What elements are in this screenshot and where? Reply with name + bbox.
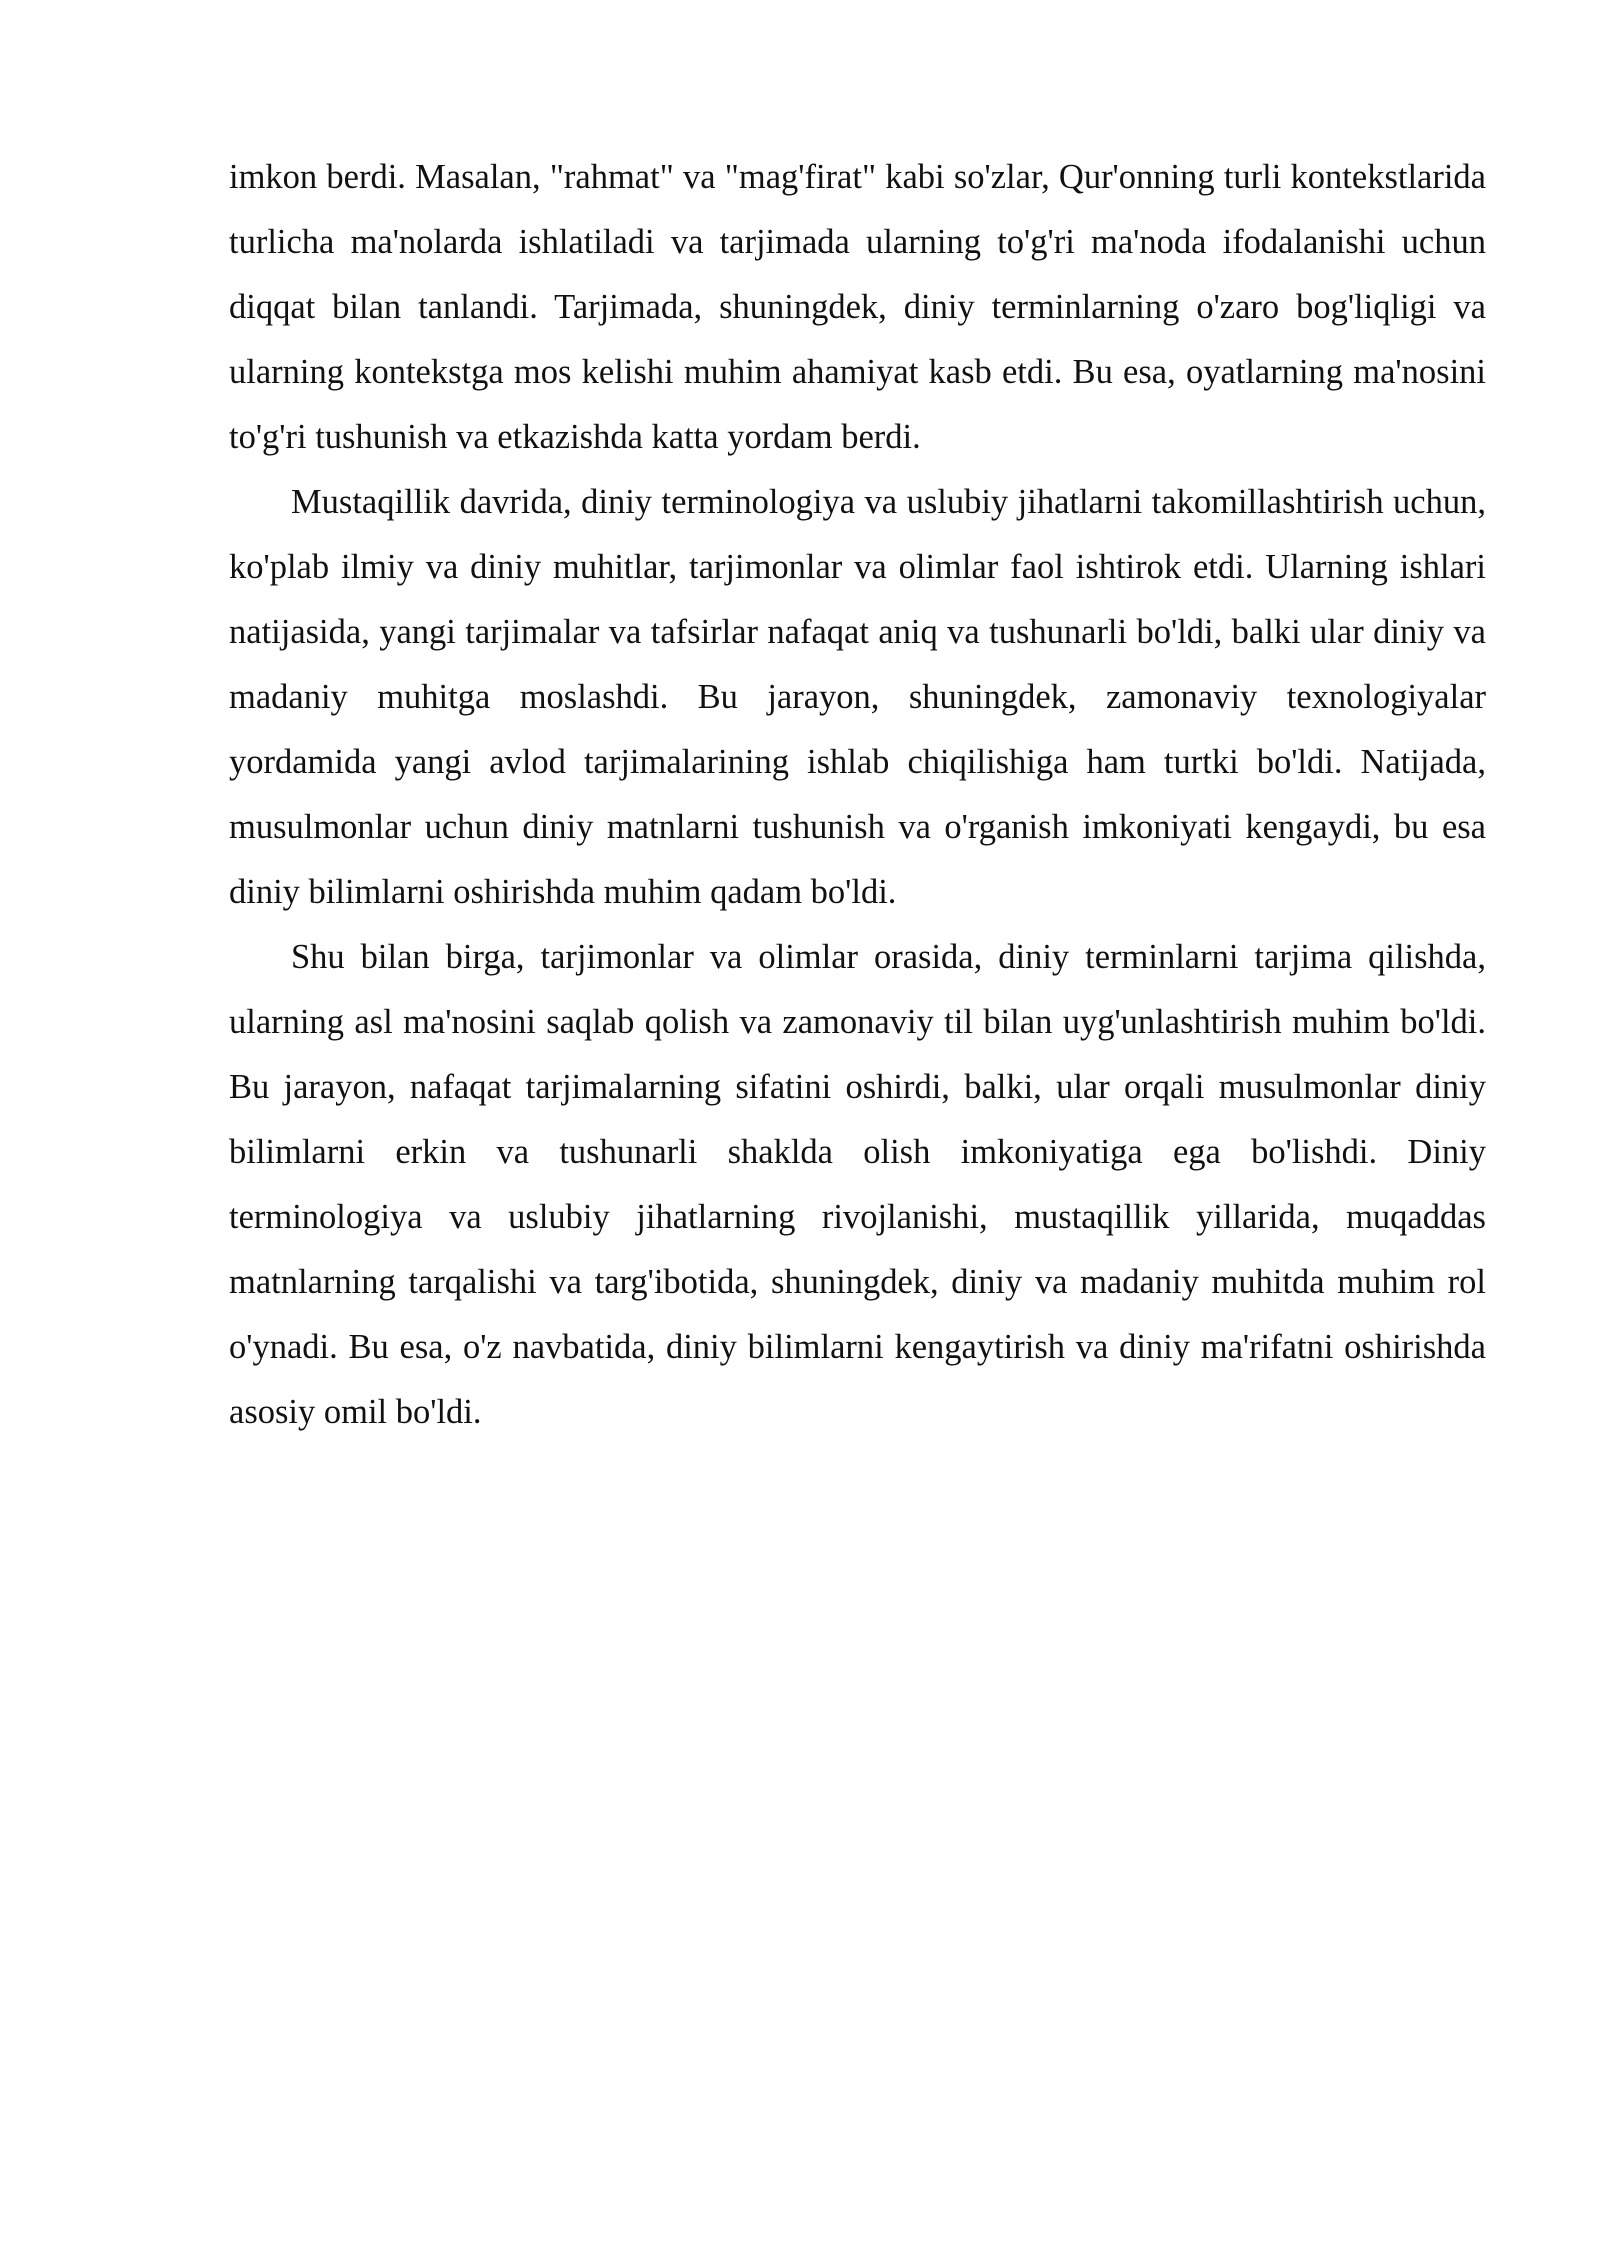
- paragraph-2: Mustaqillik davrida, diniy terminologiya va uslubiy jihatlarni takomillashtirish uchun, ko'plab ilmiy va diniy muhitlar, tarjimonlar va olimlar faol ishtirok etdi. Ularning ishlari natijasida, yangi tarjimalar va tafsirlar nafaqat aniq va tushunarli bo'ldi, balki ular diniy va madaniy muhitga moslashdi. Bu jarayon, shuningdek, zamonaviy texnologiyalar yordamida yangi avlod tarjimalarining ishlab chiqilishiga ham turtki bo'ldi. Natijada, musulmonlar uchun diniy matnlarni tushunish va o'rganish imkoniyati kengaydi, bu esa diniy bilimlarni oshirishda muhim qadam bo'ldi.: [229, 483, 1486, 911]
- body-text: [229, 145, 1486, 1445]
- paragraph-1: imkon berdi. Masalan, "rahmat" va "mag'firat" kabi so'zlar, Qur'onning turli kontekstlarida turlicha ma'nolarda ishlatiladi va tarjimada ularning to'g'ri ma'noda ifodalanishi uchun diqqat bilan tanlandi. Tarjimada, shuningdek, diniy terminlarning o'zaro bog'liqligi va ularning kontekstga mos kelishi muhim ahamiyat kasb etdi. Bu esa, oyatlarning ma'nosini to'g'ri tushunish va etkazishda katta yordam berdi.: [229, 158, 1486, 456]
- paragraph-3: Shu bilan birga, tarjimonlar va olimlar orasida, diniy terminlarni tarjima qilishda, ularning asl ma'nosini saqlab qolish va zamonaviy til bilan uyg'unlashtirish muhim bo'ldi. Bu jarayon, nafaqat tarjimalarning sifatini oshirdi, balki, ular orqali musulmonlar diniy bilimlarni erkin va tushunarli shaklda olish imkoniyatiga ega bo'lishdi. Diniy terminologiya va uslubiy jihatlarning rivojlanishi, mustaqillik yillarida, muqaddas matnlarning tarqalishi va targ'ibotida, shuningdek, diniy va madaniy muhitda muhim rol o'ynadi. Bu esa, o'z navbatida, diniy bilimlarni kengaytirish va diniy ma'rifatni oshirishda asosiy omil bo'ldi.: [229, 938, 1486, 1431]
